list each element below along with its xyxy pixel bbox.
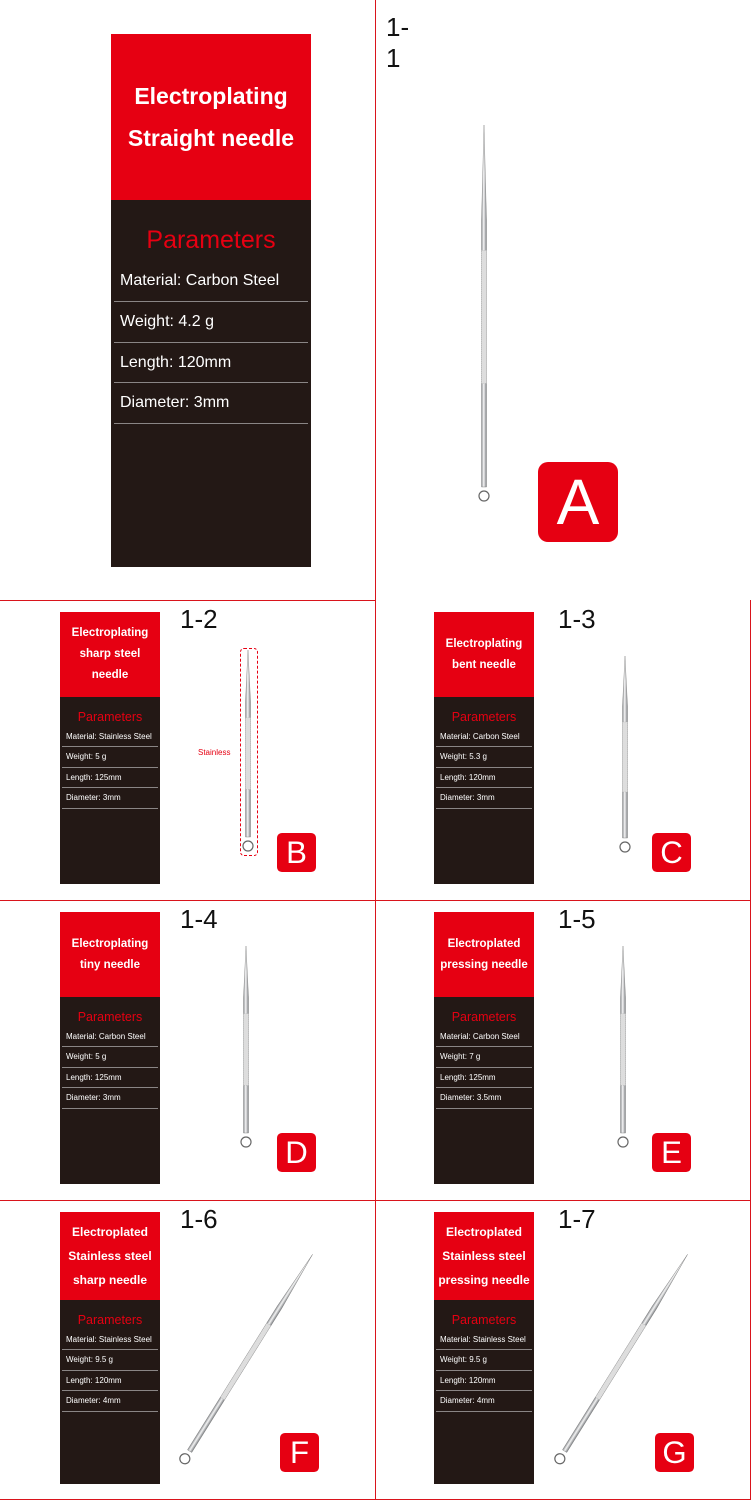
item-number-label: 1-2 <box>180 604 218 634</box>
needle-tool-image <box>615 946 631 1156</box>
param-row: Length: 125mm <box>62 1068 158 1088</box>
param-row: Material: Stainless Steel <box>62 727 158 747</box>
param-row: Weight: 9.5 g <box>436 1350 532 1370</box>
card-title-line: pressing needle <box>438 1273 530 1287</box>
parameter-card <box>60 612 160 884</box>
param-row: Length: 120mm <box>436 1371 532 1391</box>
product-panel-a <box>0 0 600 601</box>
item-number-label: 1-3 <box>558 604 596 634</box>
param-row: Weight: 5 g <box>62 1047 158 1067</box>
item-number-label: 1-6 <box>180 1204 218 1234</box>
parameter-card <box>434 612 534 884</box>
param-row: Diameter: 3mm <box>62 788 158 808</box>
param-row: Diameter: 3mm <box>436 788 532 808</box>
parameter-card <box>60 912 160 1184</box>
params-heading: Parameters <box>77 1010 143 1024</box>
parameter-card <box>111 34 311 567</box>
param-row: Material: Carbon Steel <box>436 727 532 747</box>
needle-tool-image <box>617 656 633 861</box>
parameter-card <box>60 1212 160 1484</box>
product-panel-g <box>375 1200 751 1500</box>
card-title-line: Electroplated <box>447 937 521 950</box>
card-title-line: Electroplated <box>71 1225 149 1239</box>
param-row: Weight: 5.3 g <box>436 747 532 767</box>
param-row: Material: Stainless Steel <box>436 1330 532 1350</box>
param-row: Length: 120mm <box>436 768 532 788</box>
param-row: Material: Stainless Steel <box>62 1330 158 1350</box>
product-panel-e <box>375 900 751 1201</box>
param-row: Length: 120mm <box>114 343 308 384</box>
item-letter-badge: F <box>280 1433 319 1472</box>
item-letter-badge: B <box>277 833 316 872</box>
parameter-card <box>434 912 534 1184</box>
param-row: Weight: 7 g <box>436 1047 532 1067</box>
params-heading: Parameters <box>451 1313 517 1327</box>
card-title-line: Electroplated <box>445 1225 523 1239</box>
params-heading: Parameters <box>451 1010 517 1024</box>
params-heading: Parameters <box>77 1313 143 1327</box>
params-heading: Parameters <box>77 710 143 724</box>
card-title <box>111 34 311 200</box>
card-title-line: Straight needle <box>127 125 295 151</box>
item-number-label: 1-4 <box>180 904 218 934</box>
card-title-line: Electroplating <box>71 937 149 950</box>
item-number-label: 1-1 <box>386 12 410 73</box>
stainless-highlight-box <box>240 648 258 856</box>
item-letter-badge: D <box>277 1133 316 1172</box>
param-row: Diameter: 4mm <box>62 1391 158 1411</box>
stainless-annotation: Stainless <box>198 748 231 757</box>
param-row: Length: 125mm <box>436 1068 532 1088</box>
params-heading: Parameters <box>451 710 517 724</box>
param-row: Weight: 9.5 g <box>62 1350 158 1370</box>
param-row: Diameter: 3mm <box>114 383 308 424</box>
product-panel-c <box>375 600 751 901</box>
card-title-line: pressing needle <box>440 958 528 971</box>
card-title-line: bent needle <box>452 658 516 671</box>
needle-tool-image <box>476 125 492 510</box>
item-number-label: 1-7 <box>558 1204 596 1234</box>
item-letter-badge: E <box>652 1133 691 1172</box>
param-row: Diameter: 3.5mm <box>436 1088 532 1108</box>
card-title-line: Electroplating <box>445 637 523 650</box>
item-letter-badge: C <box>652 833 691 872</box>
card-title-line: tiny needle <box>79 958 141 971</box>
card-title <box>434 1212 534 1300</box>
card-title-line: Stainless steel <box>442 1249 526 1263</box>
card-title-line: sharp needle <box>72 1273 148 1287</box>
param-row: Weight: 5 g <box>62 747 158 767</box>
card-title <box>60 612 160 697</box>
param-row: Diameter: 3mm <box>62 1088 158 1108</box>
item-letter-badge: A <box>538 462 618 542</box>
product-panel-b <box>0 600 376 901</box>
param-row: Diameter: 4mm <box>436 1391 532 1411</box>
param-row: Length: 120mm <box>62 1371 158 1391</box>
card-title <box>60 1212 160 1300</box>
card-title-line: sharp steel needle <box>79 648 141 681</box>
item-letter-badge: G <box>655 1433 694 1472</box>
parameter-card <box>434 1212 534 1484</box>
param-row: Material: Carbon Steel <box>62 1027 158 1047</box>
card-title-line: Stainless steel <box>68 1249 152 1263</box>
param-row: Length: 125mm <box>62 768 158 788</box>
product-panel-f <box>0 1200 376 1500</box>
needle-tool-image <box>238 946 254 1156</box>
card-title <box>434 912 534 997</box>
card-title-line: Electroplating <box>134 83 288 109</box>
card-title <box>60 912 160 997</box>
item-number-label: 1-5 <box>558 904 596 934</box>
param-row: Material: Carbon Steel <box>114 261 308 302</box>
params-heading: Parameters <box>146 226 276 254</box>
product-panel-d <box>0 900 376 1201</box>
param-row: Weight: 4.2 g <box>114 302 308 343</box>
card-title-line: Electroplating <box>71 627 149 639</box>
param-row: Material: Carbon Steel <box>436 1027 532 1047</box>
card-title <box>434 612 534 697</box>
